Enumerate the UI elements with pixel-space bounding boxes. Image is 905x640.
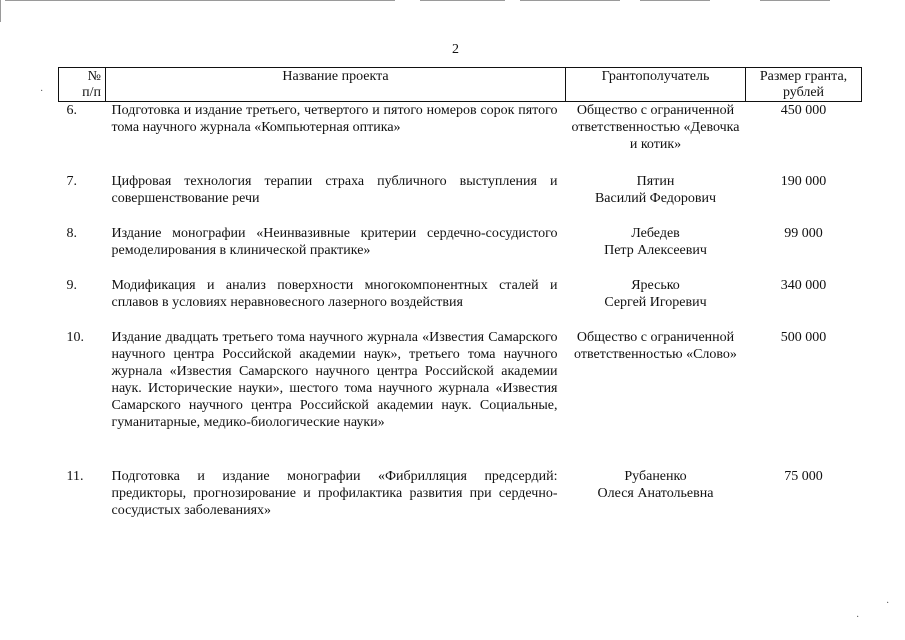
row-title: Издание монографии «Неинвазивные критерии сердечно-сосудистого ремоделирования в клинической практике»	[111, 225, 558, 258]
row-num: 8.	[66, 225, 77, 241]
row-num: 9.	[66, 277, 77, 293]
header-amount	[746, 68, 862, 102]
row-title: Подготовка и издание третьего, четвертого и пятого номеров сорок пятого тома научного журнала «Компьютерная оптика»	[111, 103, 558, 135]
scan-edge-line	[520, 0, 620, 1]
row-recipient: Общество с ограниченной ответственностью «Девочка и котик»	[571, 103, 740, 152]
table-row	[59, 173, 862, 225]
row-num: 6.	[66, 103, 77, 118]
header-title-label: Название проекта	[282, 69, 389, 84]
page-number: 2	[452, 42, 459, 57]
table-row	[59, 102, 862, 173]
table-header-row	[59, 68, 862, 102]
row-title: Издание двадцать третьего тома научного журнала «Известия Самарского научного центра Российской академии наук», третьего тома научного журнала «Известия Самарского научного центра Российской академии наук. Исторические науки», шестого тома научного журнала «Известия Самарского научного центра Российской академии наук. Социальные, гуманитарные, медико-биологические науки»	[111, 329, 558, 430]
row-title: Модификация и анализ поверхности многокомпонентных сталей и сплавов в условиях неравновесного лазерного воздействия	[111, 277, 558, 310]
row-num: 10.	[66, 329, 84, 345]
row-amount: 450 000	[780, 103, 827, 118]
header-num	[59, 68, 106, 102]
header-amount-label: Размер гранта, рублей	[759, 69, 848, 100]
table-row	[59, 329, 862, 468]
row-recipient: Общество с ограниченной ответственностью «Слово»	[574, 329, 737, 362]
row-amount: 75 000	[784, 468, 823, 484]
row-recipient: Пятин Василий Федорович	[594, 173, 717, 206]
scan-edge-line	[5, 0, 395, 1]
header-recipient-label: Грантополучатель	[601, 69, 710, 84]
header-num-label: № п/п	[82, 69, 101, 100]
row-recipient: Рубаненко Олеся Анатольевна	[597, 468, 714, 501]
scan-speck: ·	[856, 612, 860, 623]
scan-edge-line	[420, 0, 505, 1]
row-amount: 500 000	[780, 329, 827, 345]
table-row	[59, 277, 862, 329]
row-title: Подготовка и издание монографии «Фибрилляция предсердий: предикторы, прогнозирование и профилактика развития при сердечно-сосудистых заболеваниях»	[111, 468, 558, 518]
row-recipient: Лебедев Петр Алексеевич	[604, 225, 707, 258]
row-amount: 190 000	[780, 173, 827, 189]
table-row	[59, 225, 862, 277]
row-title: Цифровая технология терапии страха публичного выступления и совершенствование речи	[111, 173, 558, 206]
scan-edge-line	[760, 0, 830, 1]
scan-speck: ·	[40, 86, 44, 97]
scan-speck: ·	[886, 598, 890, 609]
row-num: 7.	[66, 173, 77, 189]
scan-edge-line	[640, 0, 710, 1]
row-recipient: Яресько Сергей Игоревич	[604, 277, 707, 310]
grants-table	[58, 67, 862, 520]
scan-edge-mark	[0, 0, 1, 22]
table-row	[59, 468, 862, 520]
header-title	[106, 68, 566, 102]
row-amount: 99 000	[784, 225, 823, 241]
row-num: 11.	[66, 468, 84, 484]
row-amount: 340 000	[780, 277, 827, 293]
header-recipient	[566, 68, 746, 102]
